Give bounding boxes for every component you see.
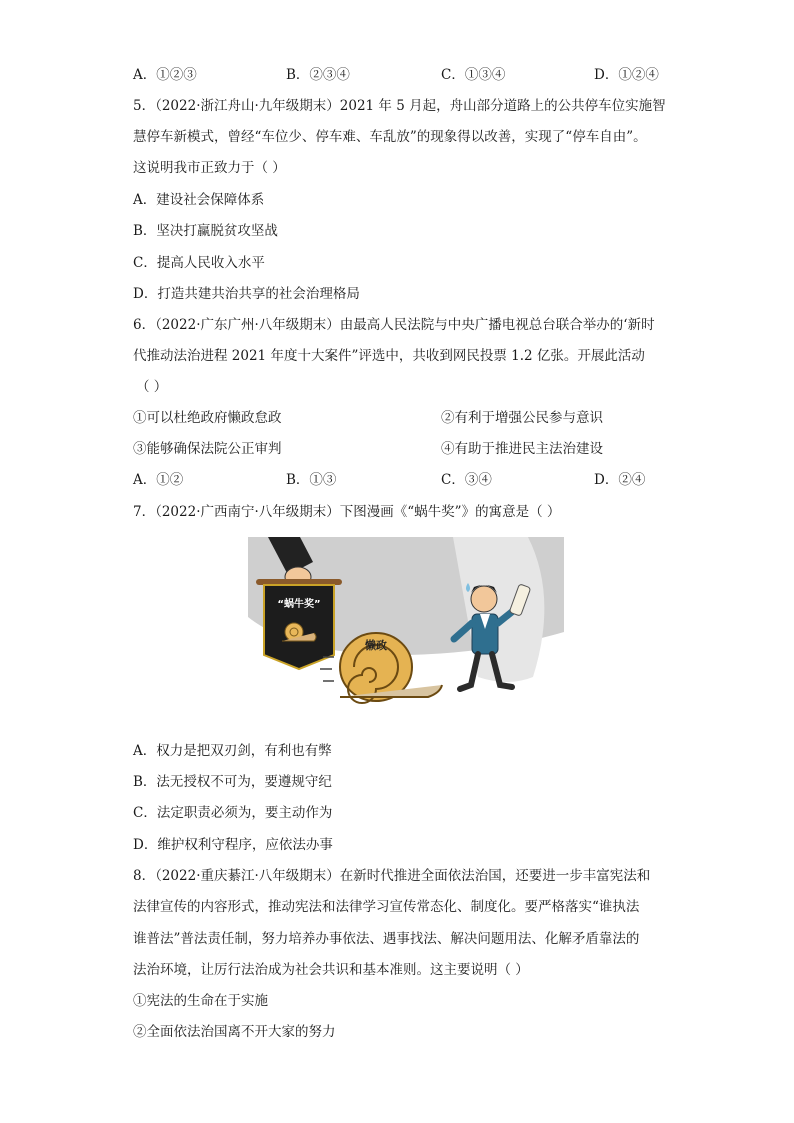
q6-statement-2: ②有利于增强公民参与意识 (441, 410, 603, 426)
q4-option-b: B．②③④ (286, 67, 350, 83)
q8-statement-2: ②全面依法治国离不开大家的努力 (133, 1024, 336, 1040)
q6-option-c: C．③④ (441, 472, 492, 488)
q6-stem-line-3: （ ） (136, 379, 168, 395)
q8-stem-line-4: 法治环境，让厉行法治成为社会共识和基本准则。这主要说明（ ） (133, 962, 529, 978)
q5-option-b: B．坚决打赢脱贫攻坚战 (133, 223, 278, 239)
q5-option-d: D．打造共建共治共享的社会治理格局 (133, 286, 360, 302)
q5-option-c: C．提高人民收入水平 (133, 255, 265, 271)
q7-option-d: D．维护权利守程序，应依法办事 (133, 837, 333, 853)
q7-option-c: C．法定职责必须为，要主动作为 (133, 805, 333, 821)
q8-statement-1: ①宪法的生命在于实施 (133, 993, 268, 1009)
q8-stem-line-3: 谁普法”普法责任制，努力培养办事依法、遇事找法、解决问题用法、化解矛盾靠法的 (133, 931, 640, 947)
banner-label: “蜗牛奖” (277, 599, 321, 610)
q6-statement-4: ④有助于推进民主法治建设 (441, 441, 603, 457)
q5-stem-line-1: 5．（2022·浙江舟山·九年级期末）2021 年 5 月起，舟山部分道路上的公共停车位实施智 (133, 98, 666, 114)
q6-stem-line-2: 代推动法治进程 2021 年度十大案件”评选中，共收到网民投票 1.2 亿张。开展此活动 (133, 348, 645, 364)
q6-statement-1: ①可以杜绝政府懒政怠政 (133, 410, 282, 426)
q8-stem-line-1: 8．（2022·重庆綦江·八年级期末）在新时代推进全面依法治国，还要进一步丰富宪法和 (133, 868, 651, 884)
q6-option-d: D．②④ (594, 472, 646, 488)
q7-option-b: B．法无授权不可为，要遵规守纪 (133, 774, 332, 790)
q8-stem-line-2: 法律宣传的内容形式，推动宪法和法律学习宣传常态化、制度化。要严格落实“谁执法 (133, 899, 640, 915)
q5-stem-line-3: 这说明我市正致力于（ ） (133, 160, 286, 176)
snail-award-cartoon (228, 537, 564, 709)
q6-stem-line-1: 6．（2022·广东广州·八年级期末）由最高人民法院与中央广播电视总台联合举办的‘新时 (133, 317, 655, 333)
q7-option-a: A．权力是把双刃剑，有利也有弊 (133, 743, 332, 759)
q6-option-b: B．①③ (286, 472, 337, 488)
q4-option-c: C．①③④ (441, 67, 506, 83)
q5-stem-line-2: 慧停车新模式，曾经“车位少、停车难、车乱放”的现象得以改善，实现了“停车自由”。 (133, 129, 647, 145)
q4-option-a: A．①②③ (133, 67, 197, 83)
q4-option-d: D．①②④ (594, 67, 659, 83)
q5-option-a: A．建设社会保障体系 (133, 192, 265, 208)
q6-option-a: A．①② (133, 472, 184, 488)
snail-shell-label: 懒政 (365, 639, 387, 652)
q7-stem: 7．（2022·广西南宁·八年级期末）下图漫画《“蜗牛奖”》的寓意是（ ） (133, 504, 561, 520)
q6-statement-3: ③能够确保法院公正审判 (133, 441, 282, 457)
